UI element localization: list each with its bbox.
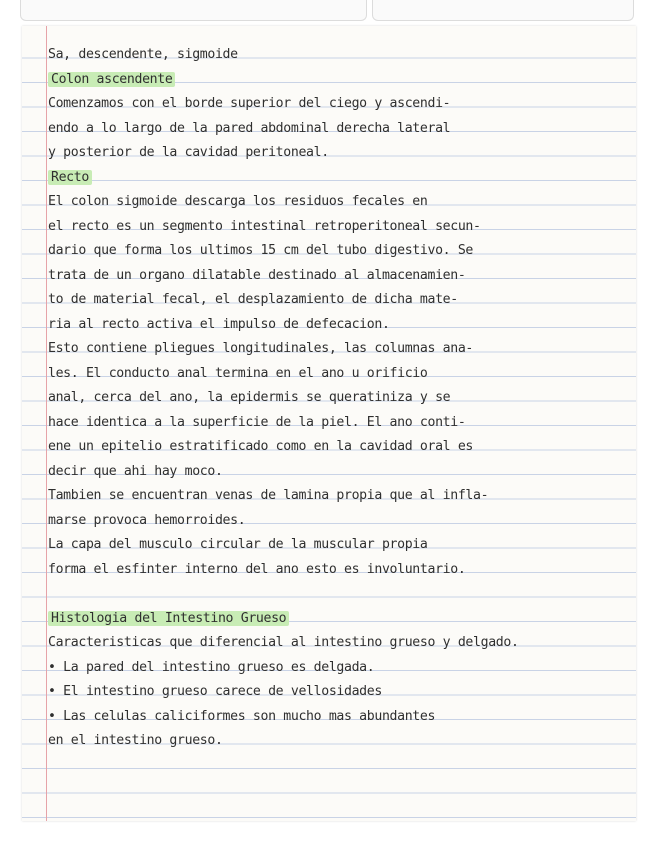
line-text: Comenzamos con el borde superior del ciego y ascendi- bbox=[48, 96, 451, 111]
line-text: La capa del musculo circular de la muscular propia bbox=[48, 537, 428, 552]
line-text: en el intestino grueso. bbox=[48, 733, 223, 748]
section-heading bbox=[48, 166, 638, 191]
line-text: Esto contiene pliegues longitudinales, las columnas ana- bbox=[48, 341, 474, 356]
line-text: y posterior de la cavidad peritoneal. bbox=[48, 145, 329, 160]
notebook-tab-right bbox=[372, 0, 634, 21]
notebook-page bbox=[22, 26, 636, 821]
text-line bbox=[48, 435, 638, 460]
line-text: • La pared del intestino grueso es delgada. bbox=[48, 659, 375, 675]
text-line bbox=[48, 729, 638, 754]
line-text: decir que ahi hay moco. bbox=[48, 463, 223, 479]
text-line bbox=[48, 680, 638, 705]
line-text: ria al recto activa el impulso de defecacion. bbox=[48, 316, 390, 332]
line-text: anal, cerca del ano, la epidermis se queratiniza y se bbox=[48, 390, 451, 405]
text-line bbox=[48, 215, 638, 240]
text-line bbox=[48, 362, 638, 387]
text-line bbox=[48, 558, 638, 583]
text-line bbox=[48, 484, 638, 509]
text-line bbox=[48, 533, 638, 558]
text-line bbox=[48, 631, 638, 656]
text-line bbox=[48, 656, 638, 681]
line-text: forma el esfinter interno del ano esto es involuntario. bbox=[48, 561, 466, 577]
line-text: ene un epitelio estratificado como en la cavidad oral es bbox=[48, 439, 474, 454]
line-text: Sa, descendente, sigmoide bbox=[48, 47, 238, 62]
text-line bbox=[48, 288, 638, 313]
text-line bbox=[48, 411, 638, 436]
section-heading bbox=[48, 607, 638, 632]
text-line bbox=[48, 705, 638, 730]
section-heading bbox=[48, 68, 638, 93]
line-text: marse provoca hemorroides. bbox=[48, 512, 246, 528]
text-line bbox=[48, 386, 638, 411]
margin-line bbox=[46, 26, 47, 821]
text-line bbox=[48, 141, 638, 166]
text-line bbox=[48, 313, 638, 338]
line-text: el recto es un segmento intestinal retroperitoneal secun- bbox=[48, 218, 481, 234]
text-line bbox=[48, 509, 638, 534]
line-text: • El intestino grueso carece de vellosidades bbox=[48, 684, 382, 699]
line-text: hace identica a la superficie de la piel. El ano conti- bbox=[48, 414, 466, 430]
line-text: El colon sigmoide descarga los residuos fecales en bbox=[48, 194, 428, 209]
line-text: to de material fecal, el desplazamiento de dicha mate- bbox=[48, 292, 458, 307]
line-text: endo a lo largo de la pared abdominal derecha lateral bbox=[48, 120, 451, 136]
text-line bbox=[48, 460, 638, 485]
text-line bbox=[48, 337, 638, 362]
text-line bbox=[48, 92, 638, 117]
line-text: trata de un organo dilatable destinado al almacenamien- bbox=[48, 267, 466, 283]
handwritten-notes bbox=[48, 43, 638, 754]
section-heading-text: Colon ascendente bbox=[48, 72, 175, 87]
line-text: Tambien se encuentran venas de lamina propia que al infla- bbox=[48, 488, 489, 503]
text-line bbox=[48, 264, 638, 289]
line-text: les. El conducto anal termina en el ano u orificio bbox=[48, 365, 428, 381]
blank-line bbox=[48, 582, 638, 607]
line-text: dario que forma los ultimos 15 cm del tubo digestivo. Se bbox=[48, 243, 474, 258]
text-line bbox=[48, 43, 638, 68]
line-text: • Las celulas caliciformes son mucho mas abundantes bbox=[48, 708, 436, 724]
section-heading-text: Histologia del Intestino Grueso bbox=[48, 611, 289, 626]
notebook-tab-left bbox=[20, 0, 367, 21]
text-line bbox=[48, 239, 638, 264]
line-text: Caracteristicas que diferencial al intestino grueso y delgado. bbox=[48, 635, 519, 650]
text-line bbox=[48, 117, 638, 142]
text-line bbox=[48, 190, 638, 215]
section-heading-text: Recto bbox=[48, 170, 92, 185]
